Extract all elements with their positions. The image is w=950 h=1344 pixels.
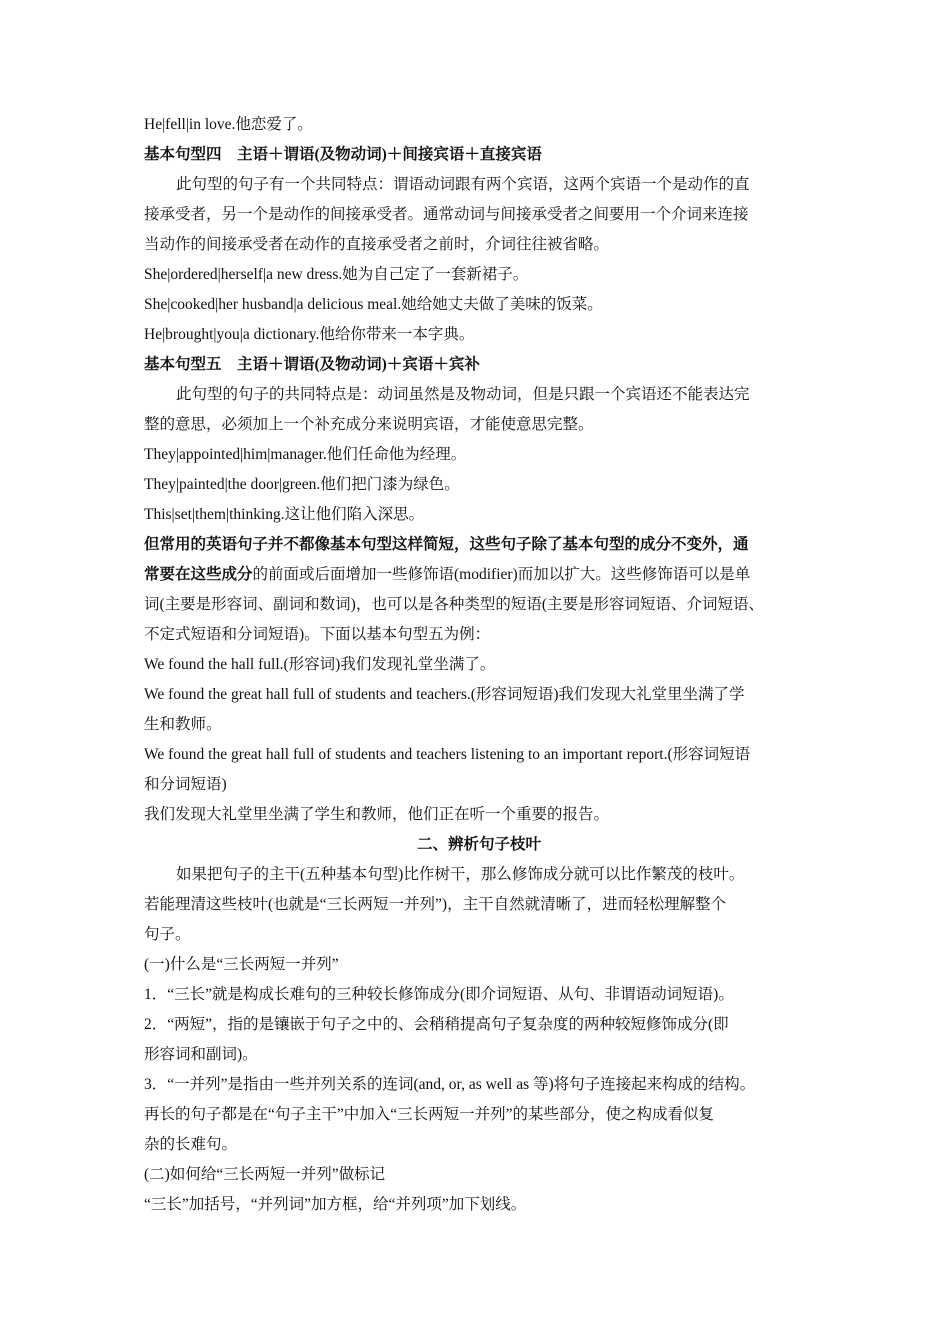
modifier-paragraph-line: 不定式短语和分词短语)。下面以基本句型五为例：: [144, 626, 491, 643]
example-sentence: He|brought|you|a dictionary.他给你带来一本字典。: [144, 326, 475, 343]
subsection-heading: (一)什么是“三长两短一并列”: [144, 956, 339, 973]
example-sentence: He|fell|in love.他恋爱了。: [144, 116, 313, 133]
list-item: 形容词和副词)。: [144, 1046, 258, 1063]
example-sentence: She|cooked|her husband|a delicious meal.她给她丈夫做了美味的饭菜。: [144, 296, 603, 313]
list-item: 2．“两短”，指的是镶嵌于句子之中的、会稍稍提高句子复杂度的两种较短修饰成分(即: [144, 1016, 729, 1033]
analysis-paragraph-line: 若能理清这些枝叶(也就是“三长两短一并列”)，主干自然就清晰了，进而轻松理解整个: [144, 896, 727, 913]
example-sentence: 和分词短语): [144, 776, 227, 793]
analysis-paragraph-line: 句子。: [144, 926, 191, 943]
document-body: [144, 110, 814, 1220]
marking-rule: “三长”加括号，“并列词”加方框，给“并列项”加下划线。: [144, 1196, 527, 1213]
modifier-paragraph-line: [144, 560, 814, 590]
example-sentence: They|painted|the door|green.他们把门漆为绿色。: [144, 476, 460, 493]
modifier-paragraph-line: 词(主要是形容词、副词和数词)，也可以是各种类型的短语(主要是形容词短语、介词短语、: [144, 596, 764, 613]
pattern-five-heading: 基本句型五 主语＋谓语(及物动词)＋宾语＋宾补: [144, 356, 480, 373]
example-sentence: She|ordered|herself|a new dress.她为自己定了一套新裙子。: [144, 266, 529, 283]
modifier-paragraph-bold: 常要在这些成分: [144, 566, 253, 583]
summary-line: 杂的长难句。: [144, 1136, 238, 1153]
example-sentence: They|appointed|him|manager.他们任命他为经理。: [144, 446, 467, 463]
section-title: 二、辨析句子枝叶: [416, 836, 541, 853]
pattern-four-desc-line: 接承受者，另一个是动作的间接承受者。通常动词与间接承受者之间要用一个介词来连接: [144, 206, 749, 223]
pattern-four-desc-line: 当动作的间接承受者在动作的直接承受者之前时，介词往往被省略。: [144, 236, 610, 253]
pattern-five-desc-line: 整的意思，必须加上一个补充成分来说明宾语，才能使意思完整。: [144, 416, 594, 433]
analysis-paragraph-line: 如果把句子的主干(五种基本句型)比作树干，那么修饰成分就可以比作繁茂的枝叶。: [176, 866, 745, 883]
modifier-paragraph-line: 但常用的英语句子并不都像基本句型这样简短，这些句子除了基本句型的成分不变外，通: [144, 536, 749, 553]
modifier-paragraph-text: 的前面或后面增加一些修饰语(modifier)而加以扩大。这些修饰语可以是单: [252, 566, 751, 583]
example-sentence: This|set|them|thinking.这让他们陷入深思。: [144, 506, 425, 523]
example-sentence: We found the great hall full of students and teachers listening to an important report.(形容词短语: [144, 746, 751, 763]
example-translation: 我们发现大礼堂里坐满了学生和教师，他们正在听一个重要的报告。: [144, 806, 610, 823]
example-sentence: 生和教师。: [144, 716, 222, 733]
pattern-four-heading: 基本句型四 主语＋谓语(及物动词)＋间接宾语＋直接宾语: [144, 146, 542, 163]
example-sentence: We found the hall full.(形容词)我们发现礼堂坐满了。: [144, 656, 496, 673]
subsection-heading: (二)如何给“三长两短一并列”做标记: [144, 1166, 386, 1183]
list-item: 1．“三长”就是构成长难句的三种较长修饰成分(即介词短语、从句、非谓语动词短语)。: [144, 986, 734, 1003]
pattern-four-desc-line: 此句型的句子有一个共同特点：谓语动词跟有两个宾语，这两个宾语一个是动作的直: [176, 176, 750, 193]
example-sentence: We found the great hall full of students and teachers.(形容词短语)我们发现大礼堂里坐满了学: [144, 686, 745, 703]
list-item: 3．“一并列”是指由一些并列关系的连词(and, or, as well as 等)将句子连接起来构成的结构。: [144, 1076, 756, 1093]
summary-line: 再长的句子都是在“句子主干”中加入“三长两短一并列”的某些部分，使之构成看似复: [144, 1106, 715, 1123]
pattern-five-desc-line: 此句型的句子的共同特点是：动词虽然是及物动词，但是只跟一个宾语还不能表达完: [176, 386, 750, 403]
